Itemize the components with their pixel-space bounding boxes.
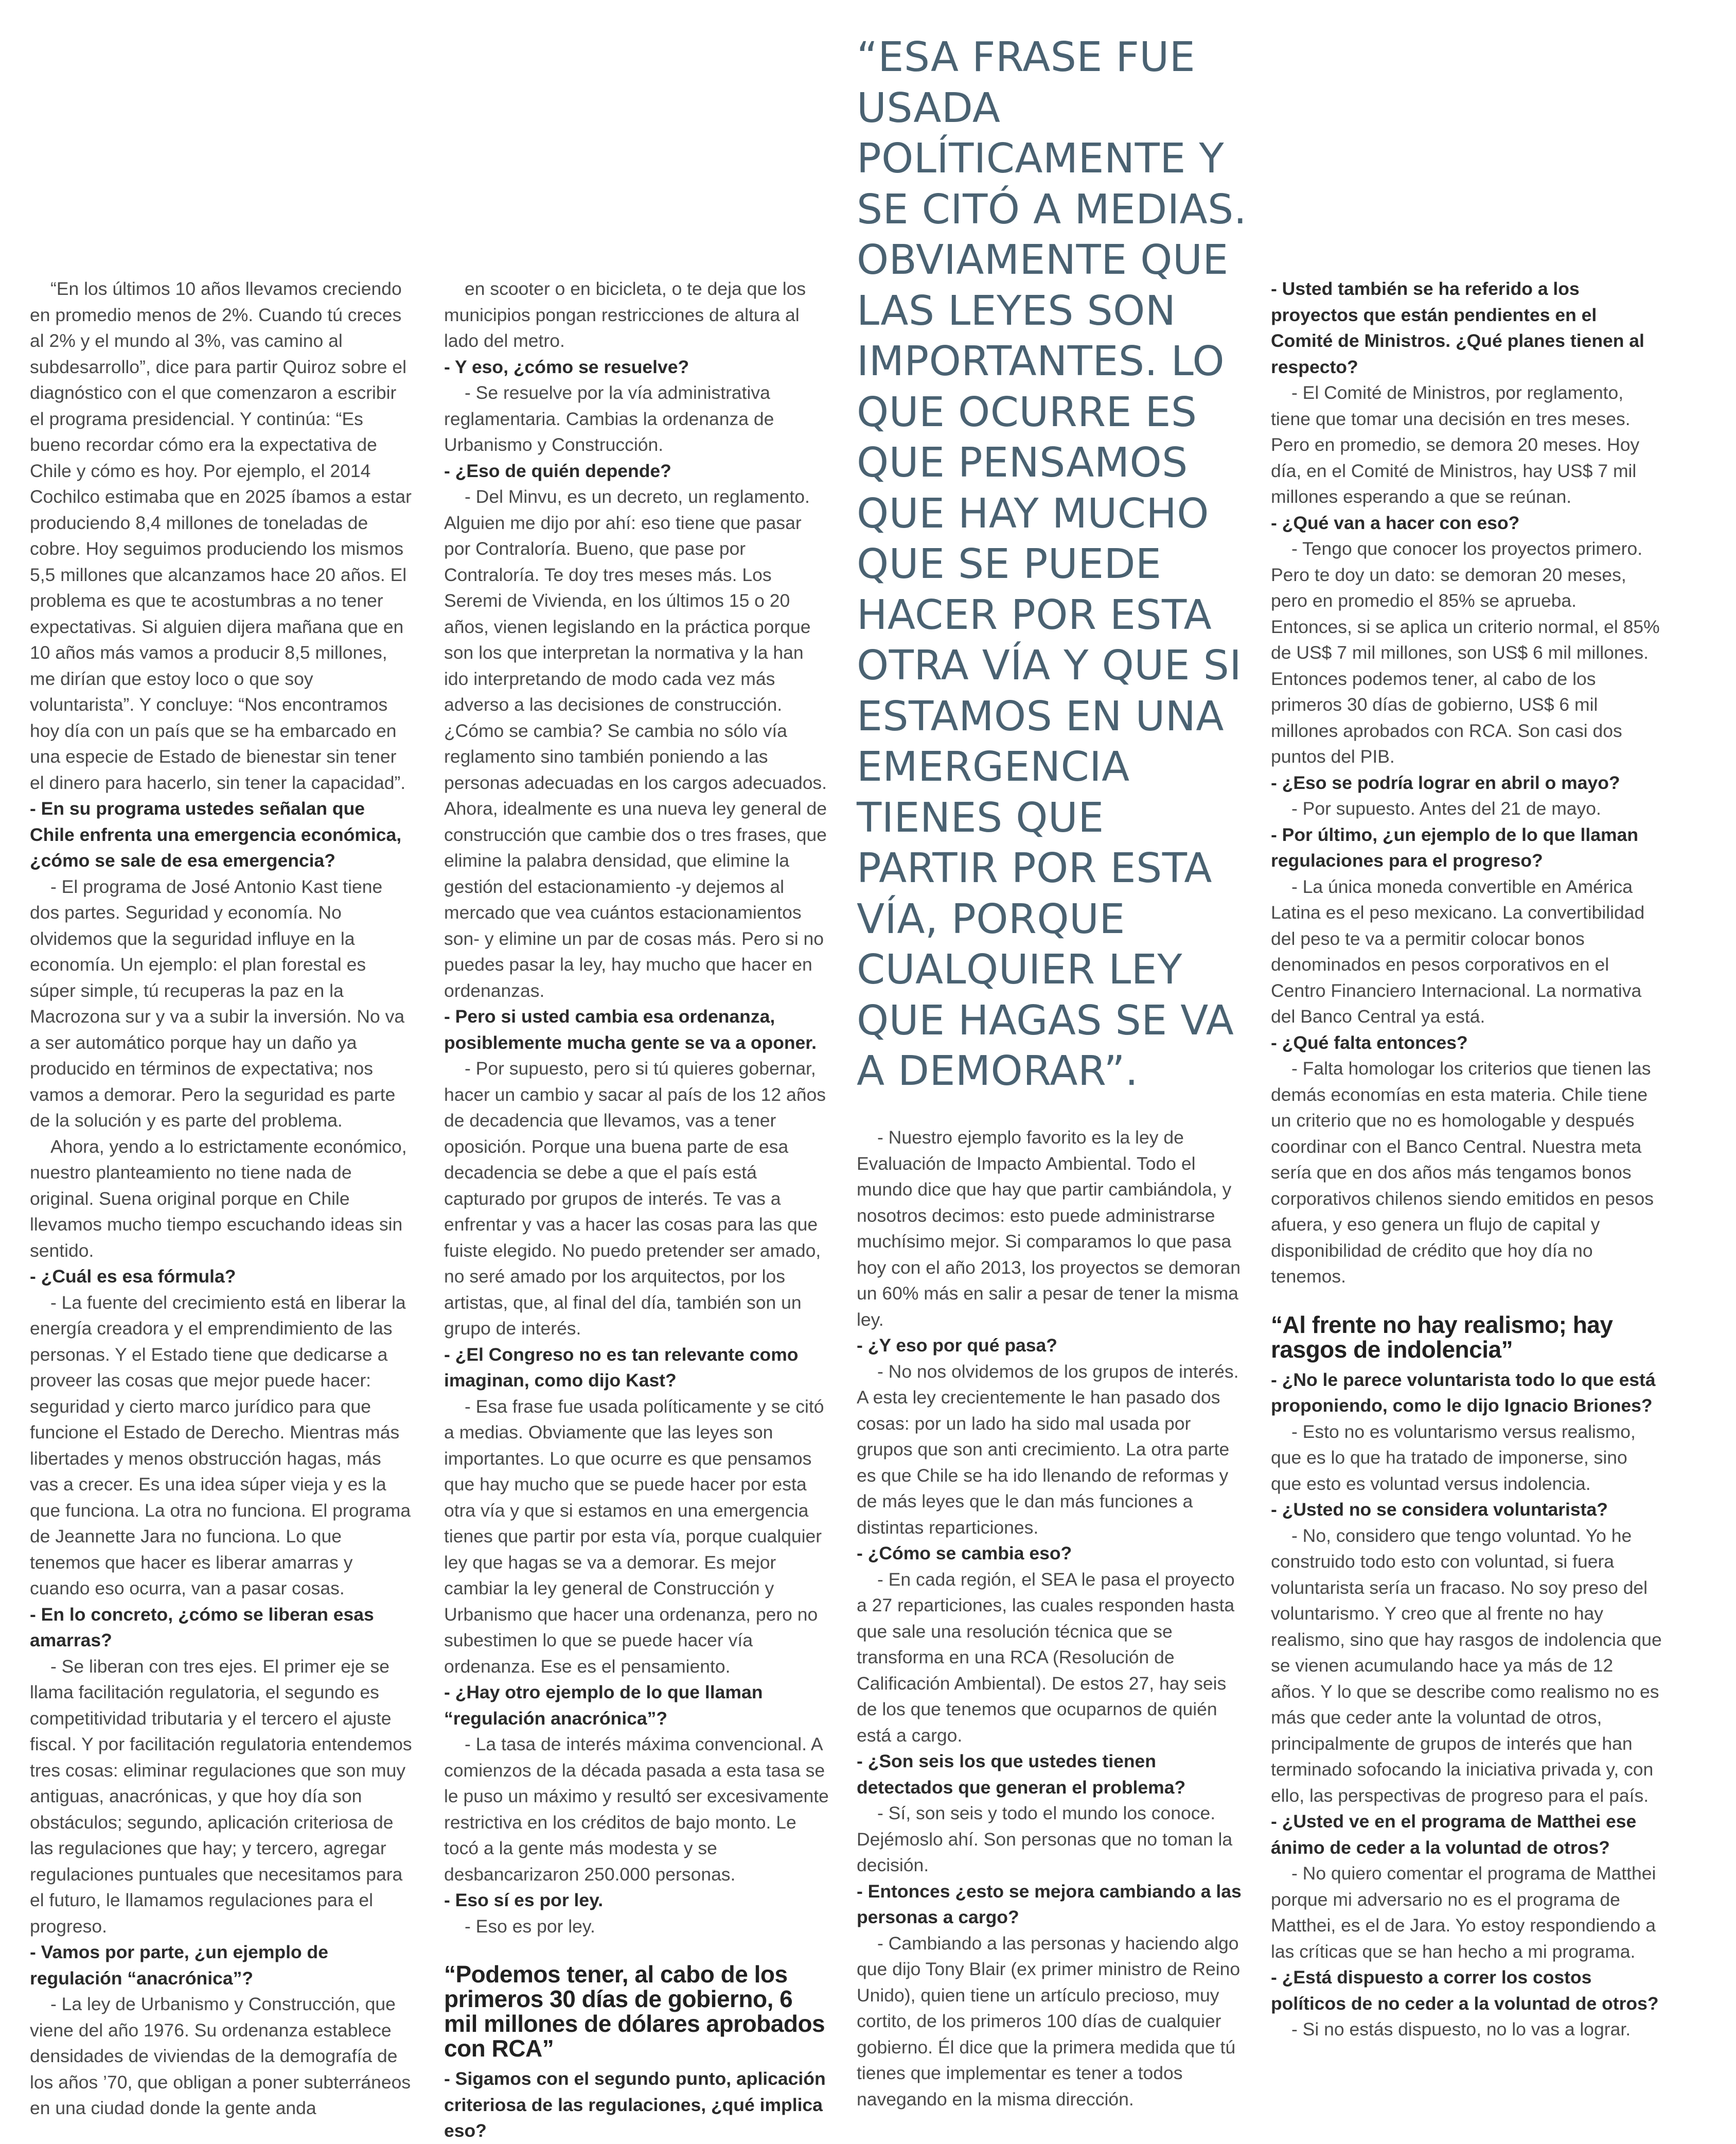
- interview-question: - Usted también se ha referido a los proyectos que están pendientes en el Comité de Ministros. ¿Qué planes tienen al respecto?: [1271, 278, 1644, 377]
- interview-question: - ¿Usted ve en el programa de Matthei ese ánimo de ceder a la voluntad de otros?: [1271, 1811, 1637, 1858]
- interview-question: - ¿Cómo se cambia eso?: [857, 1543, 1072, 1563]
- interview-answer: - Eso es por ley.: [465, 1915, 595, 1937]
- interview-question: - Vamos por parte, ¿un ejemplo de regulación “anacrónica”?: [30, 1942, 328, 1989]
- interview-answer: - La tasa de interés máxima convencional. A comienzos de la década pasada a esta tasa se le puso un máximo y resultó ser excesivamente restrictiva en los créditos de bajo monto. Le tocó a la gente más modesta y se desbancarizaron 250.000 personas.: [444, 1734, 829, 1885]
- interview-answer: - No quiero comentar el programa de Matthei porque mi adversario no es el programa de Matthei, es el de Jara. Yo estoy respondiendo a las críticas que se han hecho a mi programa.: [1271, 1863, 1656, 1962]
- interview-answer: - El Comité de Ministros, por reglamento, tiene que tomar una decisión en tres meses. Pero en promedio, se demora 20 meses. Hoy día, en el Comité de Ministros, hay US$ 7 mil millones esperando a que se reúnan.: [1271, 382, 1640, 507]
- interview-answer: - Cambiando a las personas y haciendo algo que dijo Tony Blair (ex primer ministro de Reino Unido), quien tiene un artículo precioso, muy cortito, de los primeros 100 días de cualquier gobierno. Él dice que la primera medida que tú tienes que implementar es tener a todos navegando en la misma dirección.: [857, 1932, 1241, 2110]
- interview-question: - ¿Qué van a hacer con eso?: [1271, 512, 1520, 533]
- interview-question: - ¿Cuál es esa fórmula?: [30, 1266, 236, 1287]
- interview-question: - ¿Hay otro ejemplo de lo que llaman “regulación anacrónica”?: [444, 1682, 763, 1729]
- interview-answer: - No, considero que tengo voluntad. Yo he construido todo esto con voluntad, si fuera voluntarista sería un fracaso. No soy preso del voluntarismo. Y creo que al frente no hay realismo, sino que hay rasgos de indolencia que se vienen acumulando hace ya más de 12 años. Y lo que se describe como realismo no es más que ceder ante la voluntad de otros, principalmente de grupos de interés que han terminado sofocando la iniciativa privada y, con ello, las perspectivas de progreso para el país.: [1271, 1525, 1662, 1806]
- interview-question: - ¿El Congreso no es tan relevante como imaginan, como dijo Kast?: [444, 1344, 799, 1391]
- interview-answer: - Por supuesto. Antes del 21 de mayo.: [1291, 798, 1601, 819]
- interview-question: - Eso sí es por ley.: [444, 1890, 604, 1910]
- interview-answer: - Se resuelve por la vía administrativa reglamentaria. Cambias la ordenanza de Urbanismo y Construcción.: [444, 382, 774, 455]
- interview-question: - Entonces ¿esto se mejora cambiando a las personas a cargo?: [857, 1881, 1242, 1927]
- interview-answer: Ahora, yendo a lo estrictamente económico, nuestro planteamiento no tiene nada de original. Suena original porque en Chile llevamos mucho tiempo escuchando ideas sin sentido.: [30, 1136, 407, 1261]
- interview-question: - Y eso, ¿cómo se resuelve?: [444, 356, 689, 377]
- interview-answer: - En cada región, el SEA le pasa el proyecto a 27 reparticiones, las cuales responden hasta que sale una resolución técnica que se transforma en una RCA (Resolución de Calificación Ambiental). De estos 27, hay seis de los que tenemos que ocuparnos de quién está a cargo.: [857, 1569, 1235, 1746]
- interview-question: - En su programa ustedes señalan que Chile enfrenta una emergencia económica, ¿cómo se sale de esa emergencia?: [30, 798, 402, 871]
- interview-question: - Pero si usted cambia esa ordenanza, posiblemente mucha gente se va a oponer.: [444, 1006, 817, 1053]
- column-1: [30, 276, 413, 2121]
- interview-question: - ¿Usted no se considera voluntarista?: [1271, 1499, 1608, 1520]
- interview-answer: - La única moneda convertible en América Latina es el peso mexicano. La convertibilidad del peso te va a permitir colocar bonos denominados en pesos corporativos en el Centro Financiero Internacional. La normativa del Banco Central ya está.: [1271, 876, 1645, 1027]
- column-4: [1271, 276, 1662, 2043]
- interview-answer: - Tengo que conocer los proyectos primero. Pero te doy un dato: se demoran 20 meses, pero en promedio el 85% se aprueba. Entonces, si se aplica un criterio normal, el 85% de US$ 7 mil millones, son US$ 6 mil millones. Entonces podemos tener, al cabo de los primeros 30 días de gobierno, US$ 6 mil millones aprobados con RCA. Son casi dos puntos del PIB.: [1271, 538, 1660, 767]
- interview-answer: en scooter o en bicicleta, o te deja que los municipios pongan restricciones de altura al lado del metro.: [444, 278, 806, 351]
- interview-answer: - La fuente del crecimiento está en liberar la energía creadora y el emprendimiento de las personas. Y el Estado tiene que dedicarse a proveer las cosas que mejor puede hacer: seguridad y cierto marco jurídico para que funcione el Estado de Derecho. Mientras más libertades y menos obstrucción hagas, más vas a crecer. Es una idea súper vieja y es la que funciona. La otra no funciona. El programa de Jeannette Jara no funciona. Lo que tenemos que hacer es liberar amarras y cuando eso ocurra, van a pasar cosas.: [30, 1292, 411, 1598]
- column-3: [857, 1124, 1248, 2112]
- interview-question: - ¿Eso se podría lograr en abril o mayo?: [1271, 772, 1620, 793]
- interview-question: - ¿Está dispuesto a correr los costos políticos de no ceder a la voluntad de otros?: [1271, 1967, 1659, 2014]
- interview-answer: - Sí, son seis y todo el mundo los conoce. Dejémoslo ahí. Son personas que no toman la decisión.: [857, 1803, 1233, 1875]
- interview-question: - ¿No le parece voluntarista todo lo que está proponiendo, como le dijo Ignacio Briones?: [1271, 1369, 1656, 1416]
- interview-question: - En lo concreto, ¿cómo se liberan esas amarras?: [30, 1604, 374, 1650]
- interview-answer: - Si no estás dispuesto, no lo vas a lograr.: [1291, 2019, 1631, 2040]
- interview-answer: “En los últimos 10 años llevamos creciendo en promedio menos de 2%. Cuando tú creces al 2% y el mundo al 3%, vas camino al subdesarrollo”, dice para partir Quiroz sobre el diagnóstico con el que comenzaron a escribir el programa presidencial. Y continúa: “Es bueno recordar cómo era la expectativa de Chile y cómo es hoy. Por ejemplo, el 2014 Cochilco estimaba que en 2025 íbamos a estar produciendo 8,4 millones de toneladas de cobre. Hoy seguimos produciendo los mismos 5,5 millones que alcanzamos hace 20 años. El problema es que te acostumbras a no tener expectativas. Si alguien dijera mañana que en 10 años más vamos a producir 8,5 millones, me dirían que estoy loco o que soy voluntarista”. Y concluye: “Nos encontramos hoy día con un país que se ha embarcado en una especie de Estado de bienestar sin tener el dinero para hacerlo, sin tener la capacidad”.: [30, 278, 412, 793]
- interview-answer: - No nos olvidemos de los grupos de interés. A esta ley crecientemente le han pasado dos cosas: por un lado ha sido mal usada por grupos que son anti crecimiento. La otra parte es que Chile se ha ido llenando de reformas y de más leyes que le dan más funciones a distintas reparticiones.: [857, 1361, 1239, 1538]
- interview-answer: - Por supuesto, pero si tú quieres gobernar, hacer un cambio y sacar al país de los 12 años de decadencia que llevamos, vas a tener oposición. Porque una buena parte de esa decadencia se debe a que el país está capturado por grupos de interés. Te vas a enfrentar y vas a hacer las cosas para las que fuiste elegido. No puedo pretender ser amado, no seré amado por los arquitectos, por los artistas, que, al final del día, también son un grupo de interés.: [444, 1058, 826, 1339]
- section-headline: “Podemos tener, al cabo de los primeros 30 días de gobierno, 6 mil millones de dólares aprobados con RCA”: [444, 1961, 825, 2062]
- interview-answer: - El programa de José Antonio Kast tiene dos partes. Seguridad y economía. No olvidemos que la seguridad influye en la economía. Un ejemplo: el plan forestal es súper simple, tú recuperas la paz en la Macrozona sur y va a subir la inversión. No va a ser automático porque hay un daño ya producido en términos de expectativa; nos vamos a demorar. Pero la seguridad es parte de la solución y es parte del problema.: [30, 876, 405, 1131]
- interview-question: - ¿Qué falta entonces?: [1271, 1032, 1468, 1053]
- interview-question: - ¿Y eso por qué pasa?: [857, 1335, 1057, 1356]
- interview-answer: - Falta homologar los criterios que tienen las demás economías en esta materia. Chile tiene un criterio que no es homologable y después coordinar con el Banco Central. Nuestra meta sería que en dos años más tengamos bonos corporativos chilenos siendo emitidos en pesos afuera, y eso genera un flujo de capital y disponibilidad de crédito que hoy día no tenemos.: [1271, 1058, 1654, 1287]
- section-headline: “Al frente no hay realismo; hay rasgos de indolencia”: [1271, 1311, 1613, 1363]
- interview-question: - ¿Son seis los que ustedes tienen detectados que generan el problema?: [857, 1751, 1186, 1798]
- interview-answer: - Esa frase fue usada políticamente y se citó a medias. Obviamente que las leyes son importantes. Lo que ocurre es que pensamos que hay mucho que se puede hacer por esta otra vía y que si estamos en una emergencia tienes que partir por esta vía, porque cualquier ley que hagas se va a demorar. Es mejor cambiar la ley general de Construcción y Urbanismo que hacer una ordenanza, pero no subestimen lo que se puede hacer vía ordenanza. Ese es el pensamiento.: [444, 1396, 824, 1677]
- interview-answer: - Del Minvu, es un decreto, un reglamento. Alguien me dijo por ahí: eso tiene que pasar por Contraloría. Bueno, que pase por Contraloría. Te doy tres meses más. Los Seremi de Vivienda, en los últimos 15 o 20 años, vienen legislando en la práctica porque son los que interpretan la normativa y la han ido interpretando de modo cada vez más adverso a las decisiones de construcción. ¿Cómo se cambia? Se cambia no sólo vía reglamento sino también poniendo a las personas adecuadas en los cargos adecuados. Ahora, idealmente es una nueva ley general de construcción que cambie dos o tres frases, que elimine la palabra densidad, que elimine la gestión del estacionamiento -y dejemos al mercado que vea cuántos estacionamientos son- y elimine un par de cosas más. Pero si no puedes pasar la ley, hay mucho que hacer en ordenanzas.: [444, 486, 827, 1001]
- interview-answer: - Se liberan con tres ejes. El primer eje se llama facilitación regulatoria, el segundo es competitividad tributaria y el tercero el ajuste fiscal. Y por facilitación regulatoria entendemos tres cosas: eliminar regulaciones que son muy antiguas, anacrónicas, y que hoy día son obstáculos; segundo, aplicación criteriosa de las regulaciones que hay; y tercero, agregar regulaciones puntuales que necesitamos para el futuro, le llamamos regulaciones para el progreso.: [30, 1656, 412, 1937]
- pull-quote: “ESA FRASE FUE USADA POLÍTICAMENTE Y SE CITÓ A MEDIAS. OBVIAMENTE QUE LAS LEYES SON IMPORTANTES. LO QUE OCURRE ES QUE PENSAMOS QUE HAY MUCHO QUE SE PUEDE HACER POR ESTA OTRA VÍA Y QUE SI ESTAMOS EN UNA EMERGENCIA TIENES QUE PARTIR POR ESTA VÍA, PORQUE CUALQUIER LEY QUE HAGAS SE VA A DEMORAR”.: [857, 33, 1247, 1095]
- interview-answer: - Nuestro ejemplo favorito es la ley de Evaluación de Impacto Ambiental. Todo el mundo dice que hay que partir cambiándola, y nosotros decimos: esto puede administrarse muchísimo mejor. Si comparamos lo que pasa hoy con el año 2013, los proyectos se demoran un 60% más en salir a pesar de tener la misma ley.: [857, 1127, 1241, 1330]
- interview-question: - Por último, ¿un ejemplo de lo que llaman regulaciones para el progreso?: [1271, 824, 1639, 871]
- interview-question: - ¿Eso de quién depende?: [444, 460, 671, 481]
- interview-question: - Sigamos con el segundo punto, aplicación criteriosa de las regulaciones, ¿qué implica eso?: [444, 2068, 826, 2141]
- interview-answer: - Esto no es voluntarismo versus realismo, que es lo que ha tratado de imponerse, sino que esto es voluntad versus indolencia.: [1271, 1421, 1636, 1494]
- column-2: [444, 276, 830, 2144]
- interview-answer: - La ley de Urbanismo y Construcción, que viene del año 1976. Su ordenanza establece densidades de viviendas de la demografía de los años ’70, que obligan a poner subterráneos en una ciudad donde la gente anda: [30, 1994, 411, 2118]
